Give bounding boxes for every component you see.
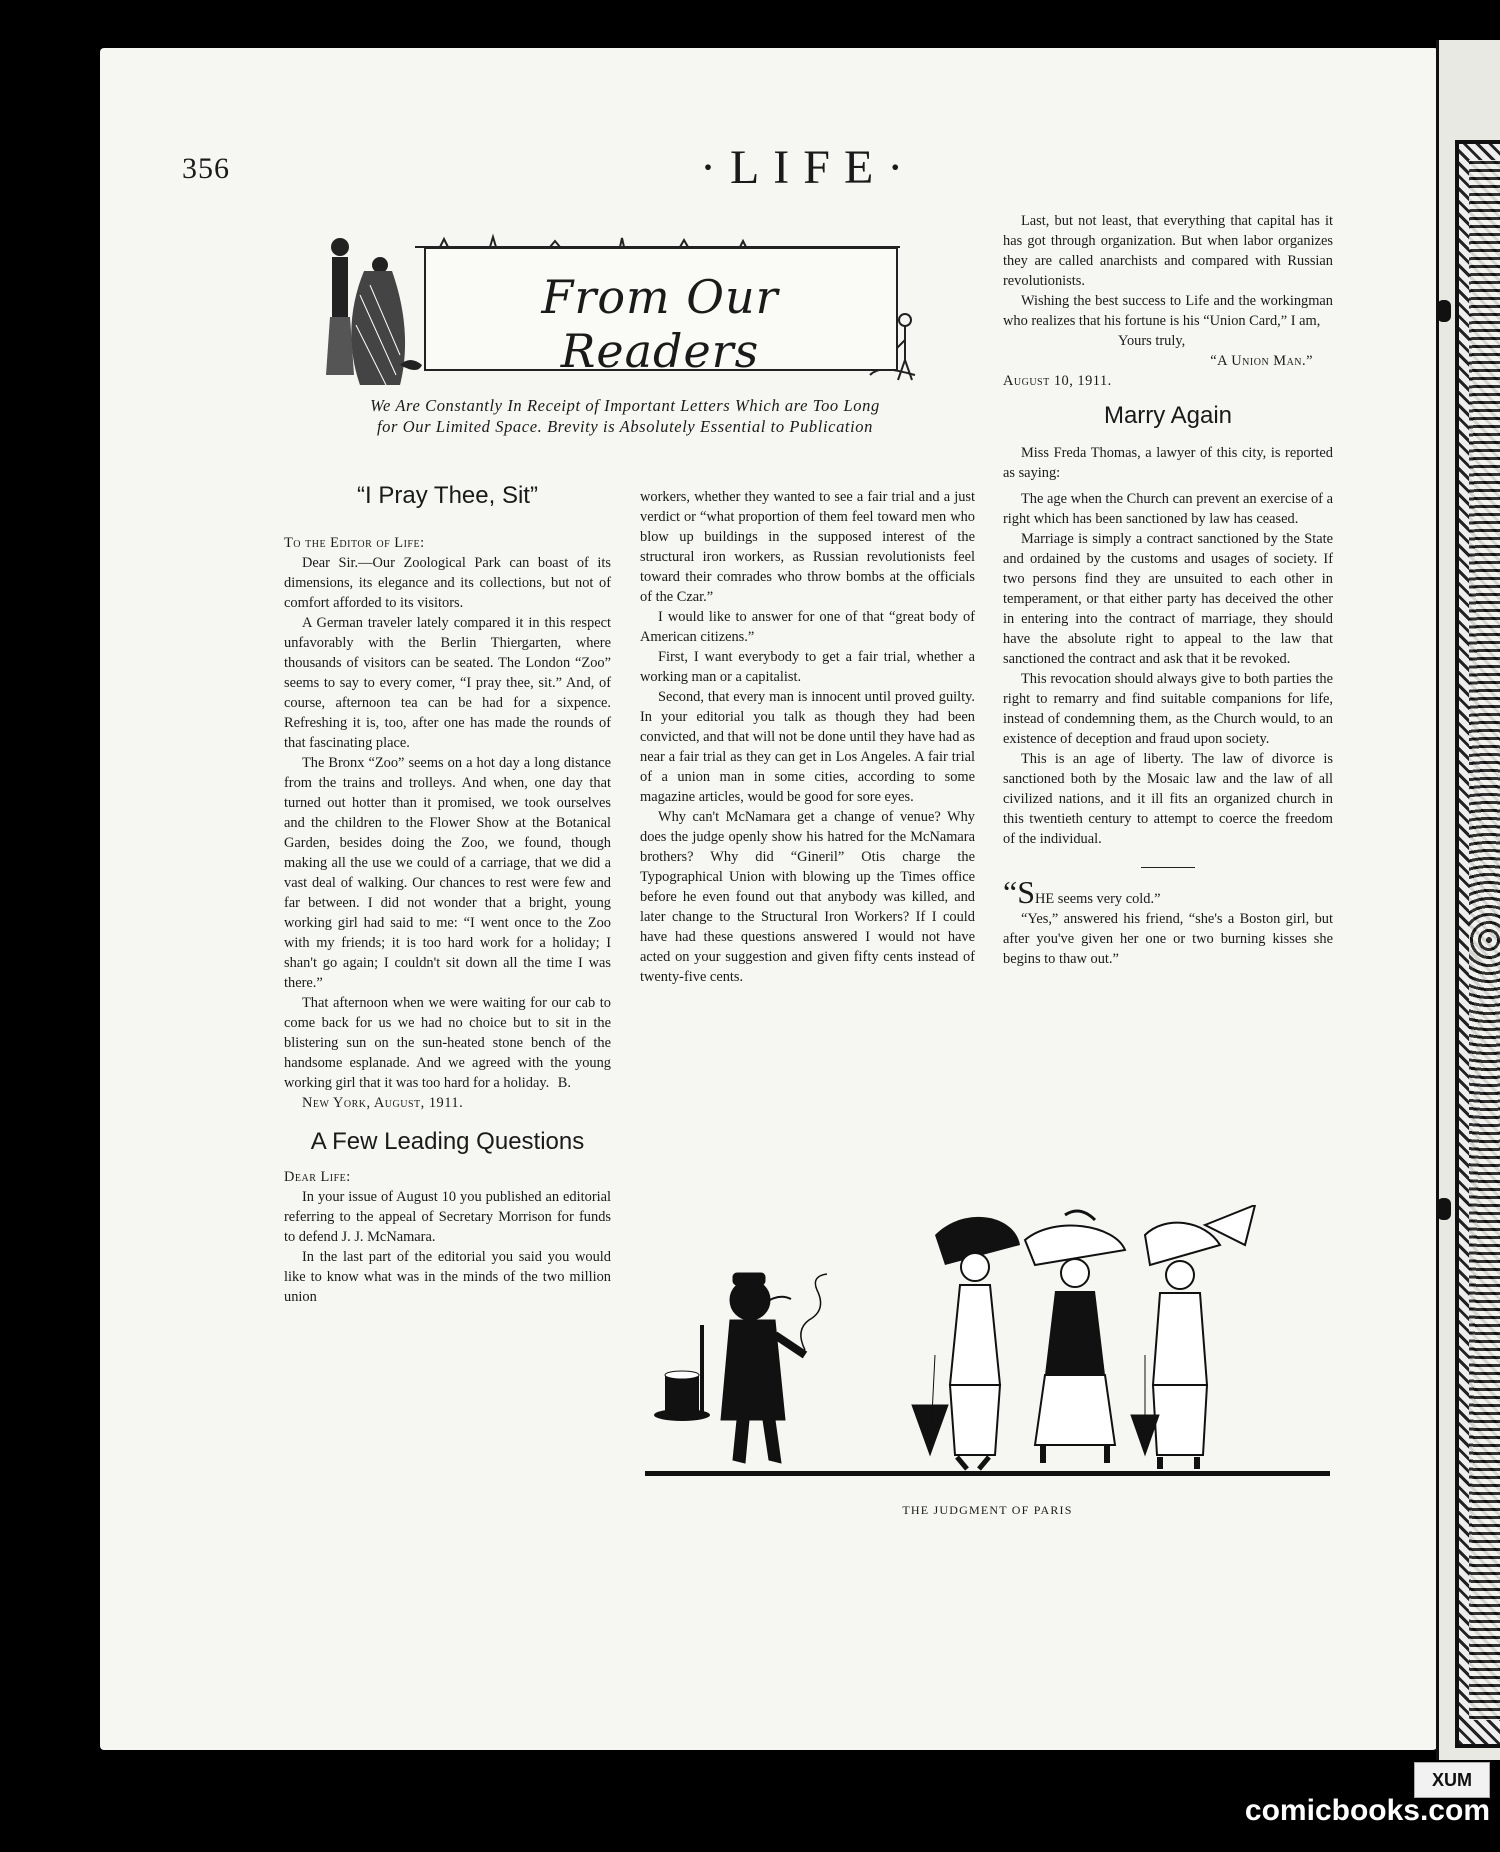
- letter2-paragraph: First, I want everybody to get a fair trial, whether a working man or a capitalist.: [640, 649, 975, 685]
- letter3-paragraph: This is an age of liberty. The law of divorce is sanctioned both by the Mosaic law and the law of all civilized nations, and it ill fits an organized church in this twentieth century to attempt to coerce the freedom of the individual.: [1003, 751, 1333, 847]
- joke-text: “Yes,” answered his friend, “she's a Boston girl, but after you've given her one or two burning kisses she begins to thaw out.”: [1003, 911, 1333, 967]
- letter3-paragraph: The age when the Church can prevent an exercise of a right which has been sanctioned by law has ceased.: [1003, 491, 1333, 527]
- letter1-paragraph: That afternoon when we were waiting for our cab to come back for us we had no choice but to sit in the blistering sun on the sun-heated stone bench of the handsome esplanade. And we agreed with the young working girl that it was too hard for a holiday.: [284, 995, 611, 1091]
- letter2-closing: Yours truly,: [1118, 333, 1186, 349]
- letter2-paragraph: Second, that every man is innocent until proved guilty. In your editorial you talk as though they had been convicted, and that will not be done until they have had as near a fair trial as they can get in Los Angeles. A fair trial of a union man in some cities, according to some magazine articles, would be good for sore eyes.: [640, 689, 975, 805]
- letter1-paragraph: A German traveler lately compared it in this respect unfavorably with the Berlin Thiergarten, where thousands of visitors can be seated. The London “Zoo” seems to say to every comer, “I pray thee, sit.” And, of course, afternoon tea can be had for a sixpence. Refreshing it is, too, after one has made the rounds of that fascinating place.: [284, 615, 611, 751]
- letter3-heading: Marry Again: [1103, 402, 1233, 429]
- letter3-intro: Miss Freda Thomas, a lawyer of this city, is reported as saying:: [1003, 445, 1333, 481]
- letter2-dateline: August 10, 1911.: [1003, 373, 1112, 389]
- joke-line1: HE seems very cold.”: [1035, 891, 1161, 907]
- section-title: From Our Readers: [541, 270, 779, 378]
- joke-first-line: [1003, 874, 1333, 910]
- page-number: 356: [182, 152, 230, 185]
- letter1-salutation: To the Editor of Life:: [284, 535, 425, 551]
- cartoon-caption: THE JUDGMENT OF PARIS: [902, 1503, 1073, 1517]
- column-2: [640, 487, 975, 987]
- cartoon-illustration: [645, 1205, 1330, 1495]
- letter2-paragraph: In the last part of the editorial you said you would like to know what was in the minds of the two million union: [284, 1249, 611, 1305]
- column-1: [284, 481, 611, 1307]
- header-illustration: [320, 225, 920, 395]
- letter2-paragraph: Wishing the best success to Life and the workingman who realizes that his fortune is his “Union Card,” I am,: [1003, 293, 1333, 329]
- letter2-paragraph: Last, but not least, that everything that capital has it has got through organization. But when labor organizes they are called anarchists and compared with Russian revolutionists.: [1003, 213, 1333, 289]
- letter2-salutation: Dear Life:: [284, 1169, 351, 1185]
- letter1-heading: “I Pray Thee, Sit”: [357, 482, 538, 509]
- masthead: ·LIFE·: [700, 141, 918, 194]
- letter1-paragraph: Dear Sir.—Our Zoological Park can boast of its dimensions, its elegance and its collections, but not of comfort afforded to its visitors.: [284, 555, 611, 611]
- binding-mark: [1437, 300, 1451, 322]
- letter1-paragraph: The Bronx “Zoo” seems on a hot day a long distance from the trains and trolleys. And when, one day that turned out hotter than it promised, we took ourselves and the children to the Flower Show at the Botanical Garden, besides doing the Zoo, we found, though making all the use we could of a carriage, that we did a vast deal of walking. Our chances to rest were few and far between. I did not wonder that a bright, young working girl had said to me: “I went once to the Zoo with my friends; it is too hard work for a holiday; I shan't go again; I couldn't sit down all the time I was there.”: [284, 755, 611, 991]
- joke-dropcap: “S: [1003, 874, 1035, 910]
- judgment-of-paris-drawing: [645, 1205, 1330, 1495]
- letter3-paragraph: This revocation should always give to both parties the right to remarry and find suitable companions for life, instead of condemning them, as the Church would, to an existence of deception and fraud upon society.: [1003, 671, 1333, 747]
- binding-mark: [1437, 1198, 1451, 1220]
- letter2-signature: “A Union Man.”: [1210, 353, 1313, 369]
- letter2-paragraph: workers, whether they wanted to see a fair trial and a just verdict or “what proportion of them feel toward men who blow up buildings in the supposed interest of the structural iron workers, as Russian revolutionists feel toward their comrades who throw bombs at the officials of the Czar.”: [640, 489, 975, 605]
- adjacent-page-edge: [1436, 40, 1500, 1760]
- letter1-signature: B.: [557, 1075, 571, 1091]
- column-3: [1003, 211, 1333, 969]
- section-intro: We Are Constantly In Receipt of Important Letters Which are Too Long for Our Limited Space. Brevity is Absolutely Essential to Publication: [370, 396, 880, 436]
- letter3-paragraph: Marriage is simply a contract sanctioned by the State and ordained by the customs and usages of society. If two persons find they are unsuited to each other in temperament, or that either party has deceived the other in entering into the contract of marriage, they should have the absolute right to appeal to the law that sanctioned the contract and ask that it be revoked.: [1003, 531, 1333, 667]
- section-divider: [1141, 867, 1195, 868]
- site-watermark: comicbooks.com: [1244, 1794, 1490, 1827]
- letter2-paragraph: Why can't McNamara get a change of venue? Why does the judge openly show his hatred for the McNamara brothers? Why did “Gineril” Otis charge the Typographical Union with blowing up the Times office before he even found out that anybody was killed, and later change to the Structural Iron Workers? If I could have had these questions answered I would not have acted on your suggestion and given fifty cents instead of twenty-five cents.: [640, 809, 975, 985]
- xum-badge: XUM: [1414, 1762, 1490, 1798]
- letter2-paragraph: In your issue of August 10 you published an editorial referring to the appeal of Secretary Morrison for funds to defend J. J. McNamara.: [284, 1189, 611, 1245]
- letter1-dateline: New York, August, 1911.: [302, 1095, 464, 1111]
- letter2-heading: A Few Leading Questions: [310, 1128, 585, 1155]
- letter2-paragraph: I would like to answer for one of that “great body of American citizens.”: [640, 609, 975, 645]
- ornamental-border-pattern: [1469, 160, 1500, 1720]
